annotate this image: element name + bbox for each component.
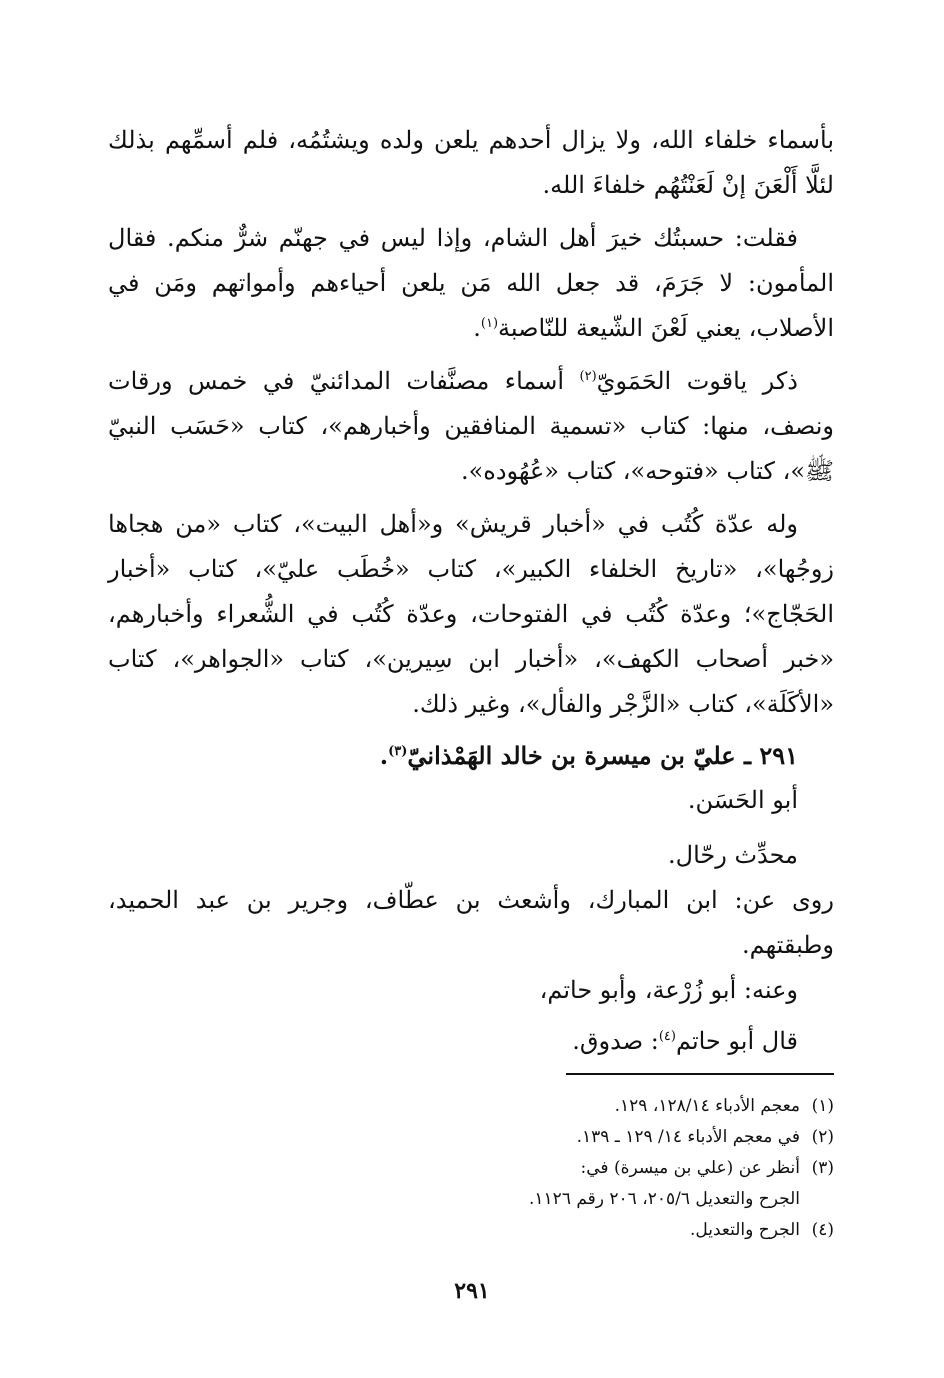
paragraph-mamun-reply [108,216,834,351]
paragraph-yaqut-rest: أسماء مصنَّفات المدائنيّ في خمس ورقات ونصف، منها: كتاب «تسمية المنافقين وأخبارهم»، كتاب «حَسَب النبيّ ﷺ»، كتاب «فتوحه»، كتاب «عُهُوده». [108,367,834,485]
abu-hatim-quote-start: قال أبو حاتم [675,1027,798,1055]
footnote-number: (٣) [811,1158,834,1178]
footnote-ref-4: (٤) [658,1029,676,1044]
narrated-from-line: روى عن: ابن المبارك، وأشعث بن عطّاف، وجرير بن عبد الحميد، وطبقتهم. [108,886,834,959]
main-text [108,118,834,1064]
abu-hatim-quote-end: : صدوق. [572,1027,659,1055]
footnote-3 [108,1153,834,1184]
paragraph-mamun-end: . [473,314,481,342]
footnote-1 [108,1091,834,1122]
footnote-text: في معجم الأدباء ١٤/ ١٢٩ ـ ١٣٩. [576,1127,800,1147]
footnote-text: الجرح والتعديل. [689,1220,800,1240]
paragraph-yaqut [108,359,834,494]
footnote-ref-3: (٣) [388,744,408,759]
footnote-2 [108,1122,834,1153]
footnote-ref-2: (٢) [579,369,597,384]
page-number: ٢٩١ [454,1278,490,1304]
footnote-text: معجم الأدباء ١٢٨/١٤، ١٢٩. [614,1096,800,1116]
footnote-number: (٤) [811,1220,834,1240]
footnote-text: أنظر عن (علي بن ميسرة) في: [580,1158,800,1178]
biography-heading-text: ٢٩١ ـ عليّ بن ميسرة بن خالد الهَمْذانيّ [407,741,798,770]
footnote-separator [566,1073,834,1075]
paragraph-mamun-text: فقلت: حسبتُك خيرَ أهل الشام، وإذا ليس في جهنّم شرٌّ منكم. فقال المأمون: لا جَرَمَ، قد جعل الله مَن يلعن أحياءهم وأمواتهم ومَن في الأصلاب، يعني لَعْنَ الشّيعة للنّاصبة [108,224,835,342]
biography-heading-end: . [379,741,389,770]
footnote-3-continuation: الجرح والتعديل ٢٠٥/٦، ٢٠٦ رقم ١١٢٦. [529,1189,800,1209]
footnote-number: (٢) [811,1127,834,1147]
footnotes [108,1091,834,1246]
paragraph-books: وله عدّة كُتُب في «أخبار قريش» و«أهل البيت»، كتاب «من هجاها زوجُها»، «تاريخ الخلفاء الكبير»، كتاب «خُطَب عليّ»، كتاب «أخبار الحَجّاج»؛ وعدّة كُتُب في الفتوحات، وعدّة كُتُب في الشُّعراء وأخبارهم، «خبر أصحاب الكهف»، «أخبار ابن سِيرين»، كتاب «الجواهر»، كتاب «الأكَلَة»، كتاب «الزَّجْر والفأل»، وغير ذلك. [108,510,834,718]
abu-hatim-quote [108,1019,834,1064]
biography-heading [108,733,834,778]
paragraph-yaqut-start: ذكر ياقوت الحَمَويّ [596,367,798,395]
footnote-number: (١) [811,1096,834,1116]
occupation-line: محدِّث رحّال. [668,841,798,869]
footnote-ref-1: (١) [480,316,499,331]
kunya-line: أبو الحَسَن. [687,786,798,814]
narrated-by-line: وعنه: أبو زُرْعة، وأبو حاتم، [539,976,798,1004]
footnote-4 [108,1215,834,1246]
paragraph-continuation: بأسماء خلفاء الله، ولا يزال أحدهم يلعن ولده ويشتُمُه، فلم أسمِّهم بذلك لئلَّا أَلْعَنَ إنْ لَعَنْتُهُم خلفاءَ الله. [108,126,834,199]
